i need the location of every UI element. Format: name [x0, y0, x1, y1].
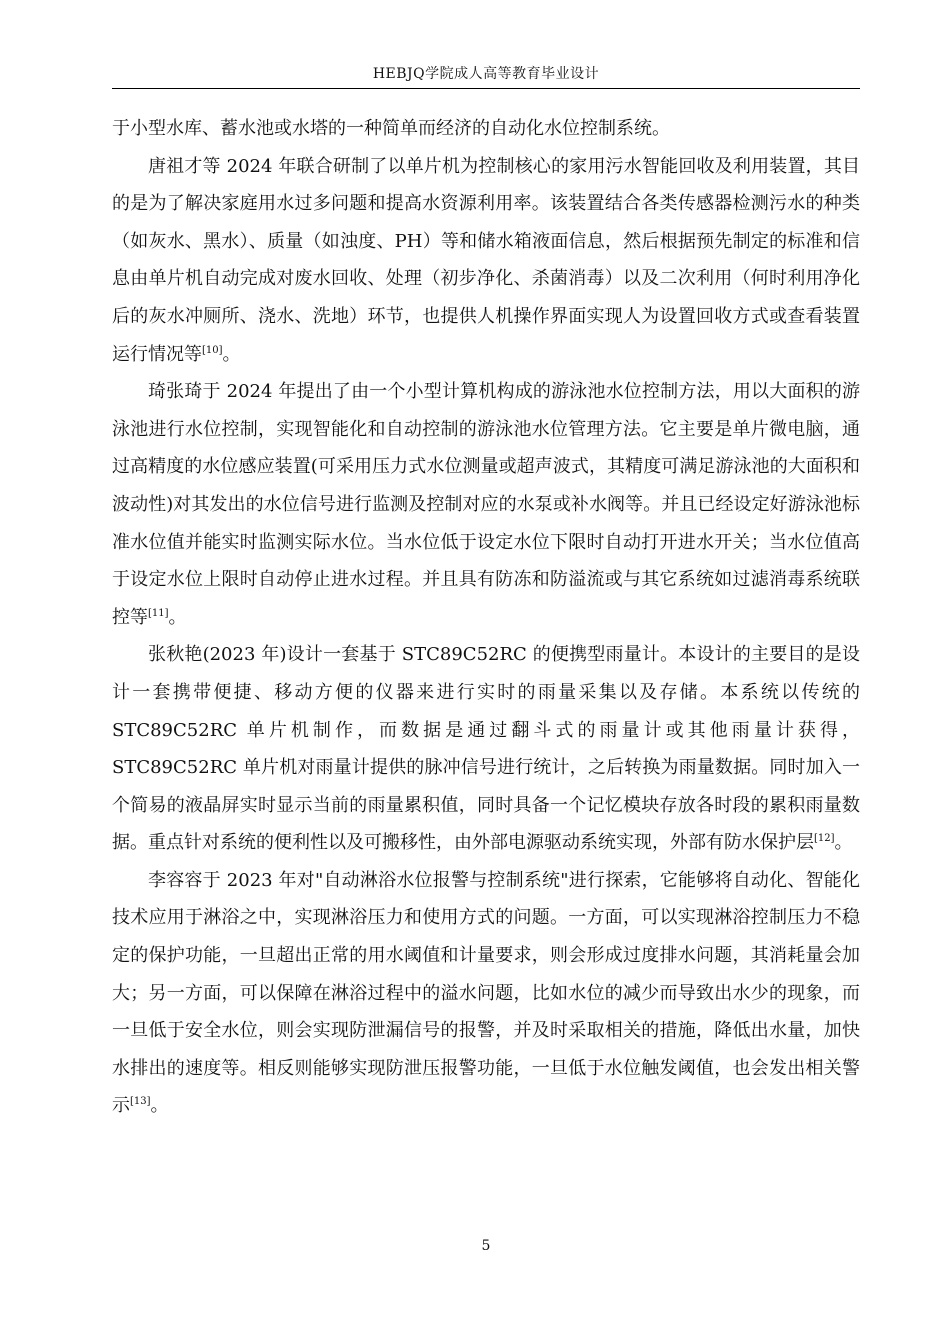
paragraph-text: 唐祖才等 2024 年联合研制了以单片机为控制核心的家用污水智能回收及利用装置，其目的是为了解决家庭用水过多问题和提高水资源利用率。该装置结合各类传感器检测污水的种类（如灰水、黑水）、质量（如浊度、PH）等和储水箱液面信息，然后根据预先制定的标准和信息由单片机自动完成对废水回收、处理（初步净化、杀菌消毒）以及二次利用（何时利用净化后的灰水冲厕所、浇水、洗地）环节，也提供人机操作界面实现人为设置回收方式或查看装置运行情况等: [112, 155, 860, 365]
header-rule: [112, 88, 860, 89]
page-number: 5: [481, 1238, 491, 1254]
paragraph-li-rongrong: [112, 862, 860, 1125]
paragraph-text: 于小型水库、蓄水池或水塔的一种简单而经济的自动化水位控制系统。: [112, 118, 670, 139]
citation-ref: [12]: [814, 833, 835, 845]
paragraph-tail: 。: [150, 1095, 169, 1117]
page-header: HEBJQ学院成人高等教育毕业设计: [372, 66, 600, 82]
paragraph-zhang-qi: [112, 373, 860, 636]
paragraph-tail: 。: [168, 606, 187, 628]
paragraph-tail: 。: [834, 832, 853, 854]
paragraph-text: 李容容于 2023 年对"自动淋浴水位报警与控制系统"进行探索，它能够将自动化、智能化技术应用于淋浴之中，实现淋浴压力和使用方式的问题。一方面，可以实现淋浴控制压力不稳定的保护功能，一旦超出正常的用水阈值和计量要求，则会形成过度排水问题，其消耗量会加大；另一方面，可以保障在淋浴过程中的溢水问题，比如水位的减少而导致出水少的现象，而一旦低于安全水位，则会实现防泄漏信号的报警，并及时采取相关的措施，降低出水量，加快水排出的速度等。相反则能够实现防泄压报警功能，一旦低于水位触发阈值，也会发出相关警示: [112, 869, 860, 1117]
paragraph-zhang-qiuyan: [112, 636, 860, 862]
paragraph-text: 琦张琦于 2024 年提出了由一个小型计算机构成的游泳池水位控制方法，用以大面积的游泳池进行水位控制，实现智能化和自动控制的游泳池水位管理方法。它主要是单片微电脑，通过高精度的水位感应装置(可采用压力式水位测量或超声波式，其精度可满足游泳池的大面积和波动性)对其发出的水位信号进行监测及控制对应的水泵或补水阀等。并且已经设定好游泳池标准水位值并能实时监测实际水位。当水位低于设定水位下限时自动打开进水开关；当水位值高于设定水位上限时自动停止进水过程。并且具有防冻和防溢流或与其它系统如过滤消毒系统联控等: [112, 381, 860, 628]
paragraph-continuation: [112, 110, 860, 148]
paragraph-tang-zucai: [112, 148, 860, 374]
citation-ref: [13]: [130, 1096, 151, 1108]
paragraph-tail: 。: [222, 343, 241, 365]
citation-ref: [11]: [148, 607, 169, 619]
body-text: [112, 110, 860, 1125]
citation-ref: [10]: [202, 344, 223, 356]
paragraph-text: 张秋艳(2023 年)设计一套基于 STC89C52RC 的便携型雨量计。本设计的主要目的是设计一套携带便捷、移动方便的仪器来进行实时的雨量采集以及存储。本系统以传统的 STC89C52RC 单片机制作，而数据是通过翻斗式的雨量计或其他雨量计获得，STC89C52RC 单片机对雨量计提供的脉冲信号进行统计，之后转换为雨量数据。同时加入一个简易的液晶屏实时显示当前的雨量累积值，同时具备一个记忆模块存放各时段的累积雨量数据。重点针对系统的便利性以及可搬移性，由外部电源驱动系统实现，外部有防水保护层: [112, 644, 860, 854]
